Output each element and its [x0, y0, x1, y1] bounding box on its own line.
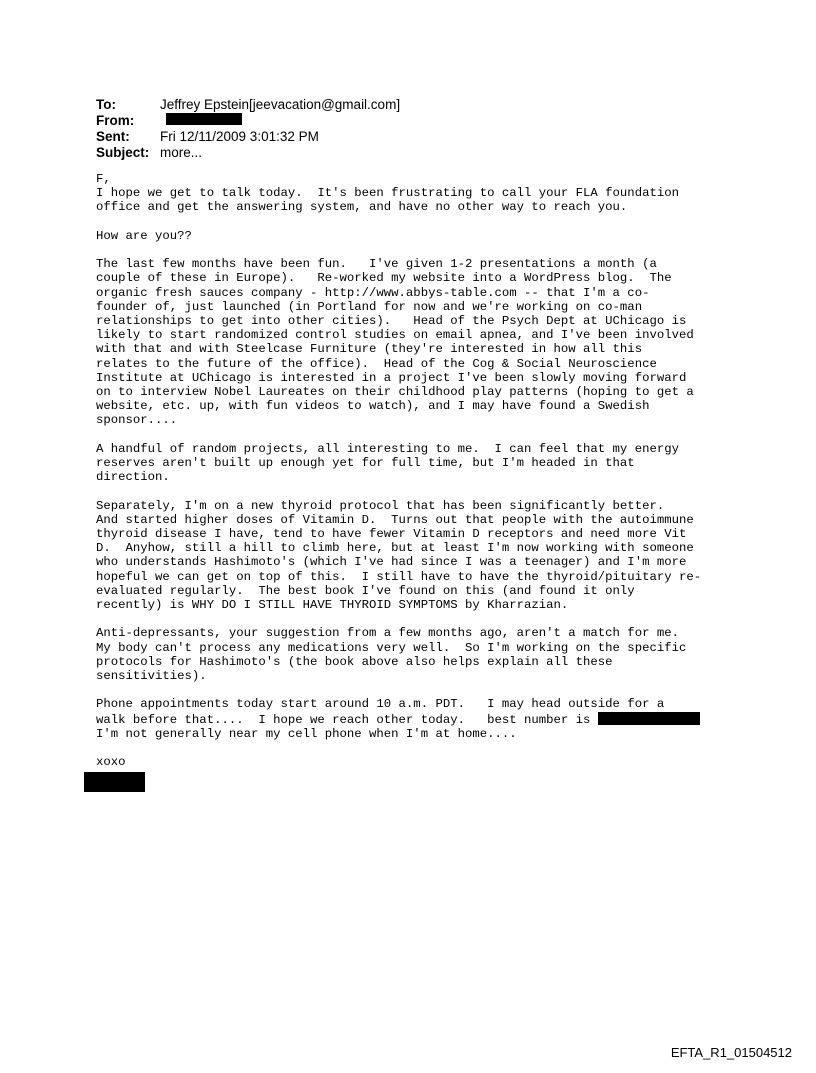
body-paragraph: Separately, I'm on a new thyroid protocol that has been significantly better. And started higher doses of Vitamin D. Turns out that people with the autoimmune thyroid disease I have, tend to have fewer Vitamin D receptors and need more Vit D. Anyhow, still a hill to climb here, but at least I'm now working with someone who understands Hashimoto's (which I've had since I was a teenager) and I'm more hopeful we can get on top of this. I still have to have the thyroid/pituitary re- evaluated regularly. The best book I've found on this (and found it only recently) is WHY DO I STILL HAVE THYROID SYMPTOMS by Kharrazian. — [96, 498, 702, 613]
subject-row — [96, 145, 400, 161]
from-row — [96, 113, 400, 129]
sent-value: Fri 12/11/2009 3:01:32 PM — [160, 129, 319, 144]
email-body — [96, 172, 736, 769]
phone-line-3: I'm not generally near my cell phone when I'm at home.... — [96, 726, 517, 741]
body-paragraph: A handful of random projects, all interesting to me. I can feel that my energy reserves aren't built up enough yet for full time, but I'm headed in that direction. — [96, 441, 679, 485]
to-value: Jeffrey Epstein[jeevacation@gmail.com] — [160, 97, 401, 112]
sent-label: Sent: — [96, 129, 130, 144]
from-label: From: — [96, 113, 135, 128]
body-paragraph: The last few months have been fun. I've given 1-2 presentations a month (a couple of these in Europe). Re-worked my website into a WordPress blog. The organic fresh sauces company - http://www.abbys-table.com -- that I'm a co- founder of, just launched (in Portland for now and we're working on co-man relationships to get into other cities). Head of the Psych Dept at UChicago is likely to start randomized control studies on email apnea, and I've been involved with that and with Steelcase Furniture (they're interested in how all this relates to the future of the office). Head of the Cog & Social Neuroscience Institute at UChicago is interested in a project I've been slowly moving forward on to interview Nobel Laureates on their childhood play patterns (hoping to get a website, etc. up, with fun videos to watch), and I may have found a Swedish sponsor.... — [96, 257, 694, 428]
redaction-bar — [598, 712, 700, 725]
subject-label: Subject: — [96, 145, 150, 160]
body-paragraph: F, I hope we get to talk today. It's been frustrating to call your FLA foundation office and get the answering system, and have no other way to reach you. — [96, 172, 679, 215]
body-paragraph-phone — [96, 697, 736, 741]
signoff: xoxo — [96, 755, 126, 770]
to-row — [96, 97, 400, 113]
body-paragraph: How are you?? — [96, 228, 192, 243]
document-id: EFTA_R1_01504512 — [670, 1045, 792, 1060]
phone-line-2: walk before that.... I hope we reach other today. best number is — [96, 712, 598, 727]
phone-line-1: Phone appointments today start around 10 a.m. PDT. I may head outside for a — [96, 697, 665, 712]
to-label: To: — [96, 97, 116, 112]
redaction-bar — [166, 113, 242, 125]
email-header — [96, 97, 400, 161]
body-paragraph: Anti-depressants, your suggestion from a few months ago, aren't a match for me. My body can't process any medications very well. So I'm working on the specific protocols for Hashimoto's (the book above also helps explain all these sensitivities). — [96, 626, 687, 684]
redaction-bar — [84, 772, 145, 792]
subject-value: more... — [160, 145, 203, 160]
sent-row — [96, 129, 400, 145]
